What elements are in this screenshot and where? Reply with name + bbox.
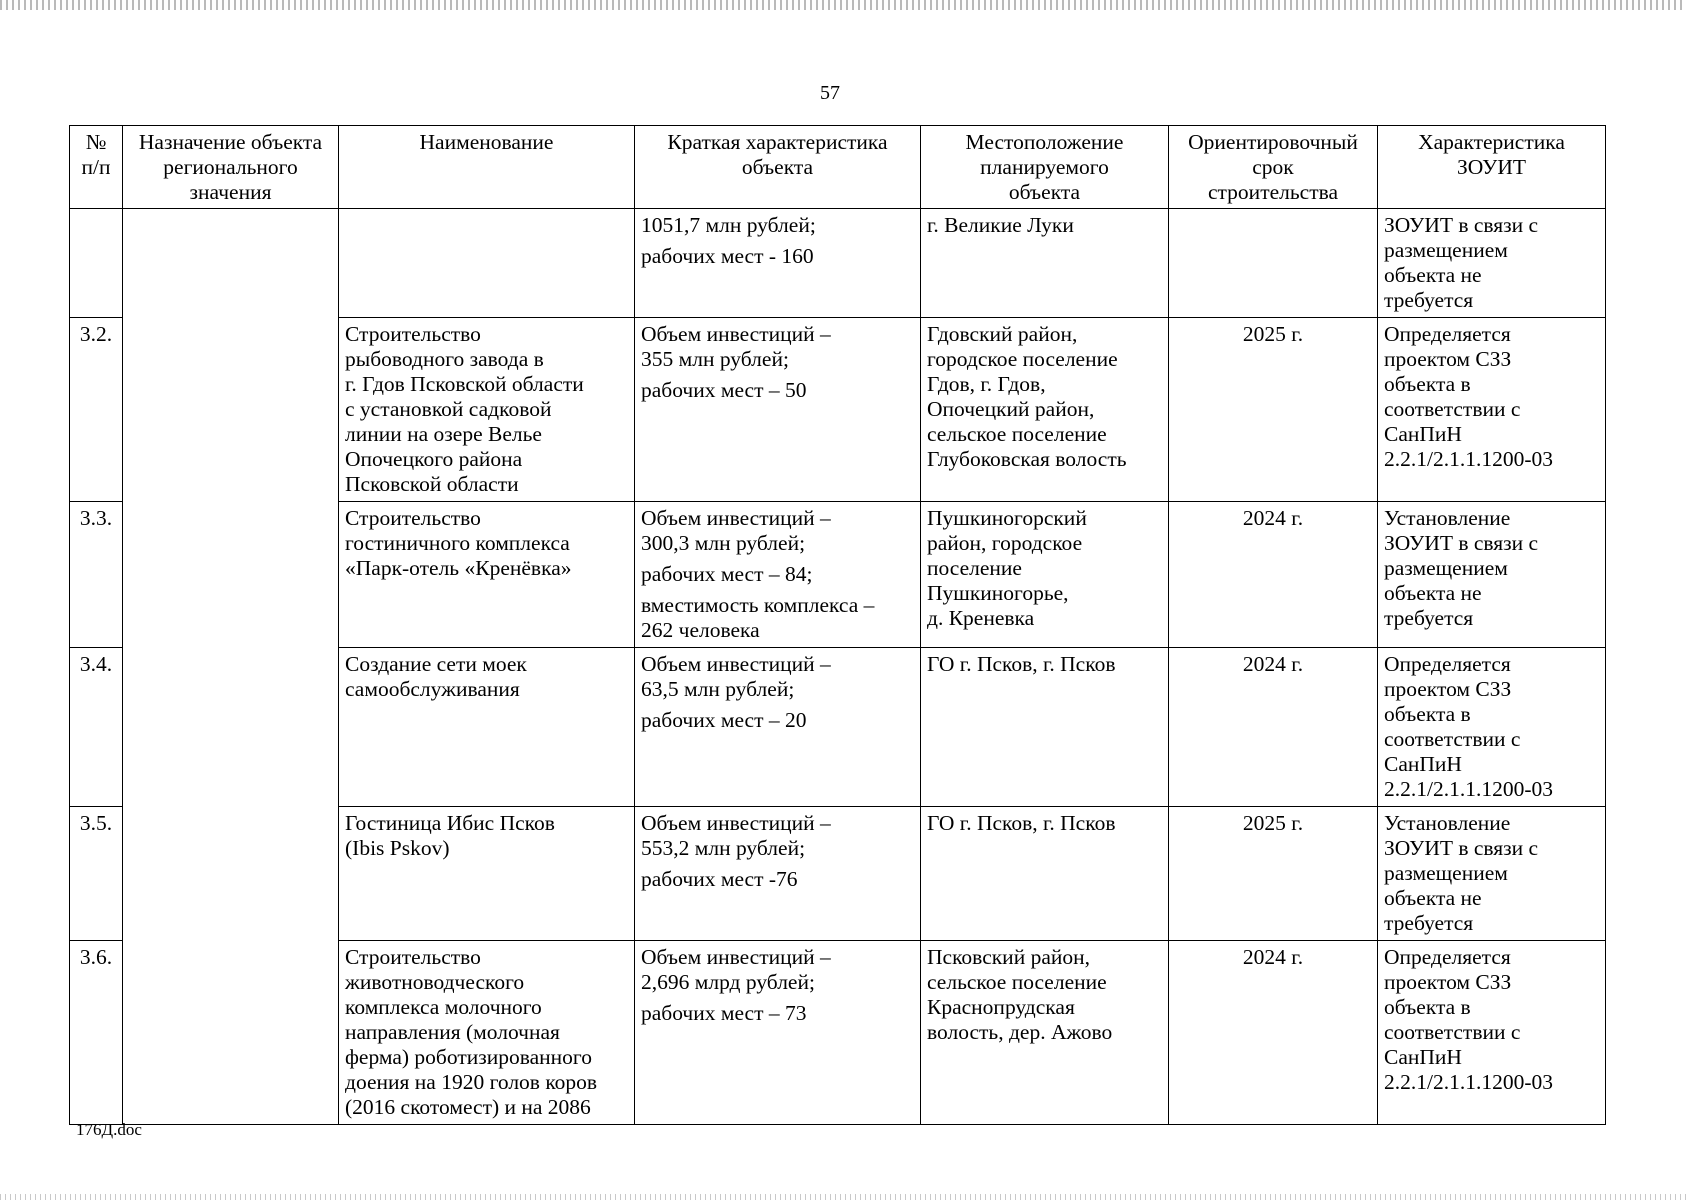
header-purpose: Назначение объекта регионального значения bbox=[123, 126, 339, 209]
characteristic-line: рабочих мест – 73 bbox=[641, 1001, 807, 1025]
header-location: Местоположение планируемого объекта bbox=[921, 126, 1169, 209]
object-characteristic bbox=[635, 209, 921, 318]
object-name: Строительство животноводческого комплекса молочного направления (молочная ферма) роботизированного доения на 1920 голов коров (2016 скотомест) и на 2086 bbox=[339, 941, 635, 1125]
characteristic-line: рабочих мест – 50 bbox=[641, 378, 807, 402]
row-number: 3.5. bbox=[70, 807, 123, 941]
object-name: Создание сети моек самообслуживания bbox=[339, 648, 635, 807]
scan-edge-bottom bbox=[0, 1194, 1686, 1200]
characteristic-line: 1051,7 млн рублей; bbox=[641, 213, 816, 237]
object-location: Пушкиногорский район, городское поселение Пушкиногорье, д. Креневка bbox=[921, 502, 1169, 648]
construction-year: 2024 г. bbox=[1169, 648, 1378, 807]
row-number: 3.6. bbox=[70, 941, 123, 1125]
object-location: Гдовский район, городское поселение Гдов, г. Гдов, Опочецкий район, сельское поселение Глубоковская волость bbox=[921, 318, 1169, 502]
object-location: г. Великие Луки bbox=[921, 209, 1169, 318]
zouit-characteristic: ЗОУИТ в связи с размещением объекта не требуется bbox=[1378, 209, 1606, 318]
scan-edge-top bbox=[0, 0, 1686, 10]
characteristic-line: Объем инвестиций – 553,2 млн рублей; bbox=[641, 811, 831, 860]
characteristic-line: Объем инвестиций – 63,5 млн рублей; bbox=[641, 652, 831, 701]
header-name: Наименование bbox=[339, 126, 635, 209]
characteristic-line: рабочих мест – 20 bbox=[641, 708, 807, 732]
table-row bbox=[70, 209, 1606, 318]
row-number: 3.3. bbox=[70, 502, 123, 648]
object-name: Строительство гостиничного комплекса «Парк-отель «Кренёвка» bbox=[339, 502, 635, 648]
header-characteristic: Краткая характеристика объекта bbox=[635, 126, 921, 209]
header-num: № п/п bbox=[70, 126, 123, 209]
characteristic-line: Объем инвестиций – 2,696 млрд рублей; bbox=[641, 945, 831, 994]
characteristic-line: вместимость комплекса – 262 человека bbox=[641, 593, 875, 642]
zouit-characteristic: Определяется проектом СЗЗ объекта в соответствии с СанПиН 2.2.1/2.1.1.1200-03 bbox=[1378, 318, 1606, 502]
characteristic-line: Объем инвестиций – 355 млн рублей; bbox=[641, 322, 831, 371]
row-number: 3.2. bbox=[70, 318, 123, 502]
construction-year: 2025 г. bbox=[1169, 807, 1378, 941]
object-name bbox=[339, 209, 635, 318]
zouit-characteristic: Установление ЗОУИТ в связи с размещением объекта не требуется bbox=[1378, 502, 1606, 648]
object-characteristic bbox=[635, 807, 921, 941]
header-construction-term: Ориентировочный срок строительства bbox=[1169, 126, 1378, 209]
zouit-characteristic: Определяется проектом СЗЗ объекта в соответствии с СанПиН 2.2.1/2.1.1.1200-03 bbox=[1378, 941, 1606, 1125]
characteristic-line: рабочих мест – 84; bbox=[641, 562, 813, 586]
row-number bbox=[70, 209, 123, 318]
zouit-characteristic: Определяется проектом СЗЗ объекта в соответствии с СанПиН 2.2.1/2.1.1.1200-03 bbox=[1378, 648, 1606, 807]
characteristic-line: рабочих мест - 160 bbox=[641, 244, 814, 268]
construction-year bbox=[1169, 209, 1378, 318]
row-number: 3.4. bbox=[70, 648, 123, 807]
characteristic-line: Объем инвестиций – 300,3 млн рублей; bbox=[641, 506, 831, 555]
object-name: Строительство рыбоводного завода в г. Гдов Псковской области с установкой садковой линии на озере Велье Опочецкого района Псковской области bbox=[339, 318, 635, 502]
regional-objects-table bbox=[69, 125, 1606, 1125]
object-location: ГО г. Псков, г. Псков bbox=[921, 648, 1169, 807]
object-name: Гостиница Ибис Псков (Ibis Pskov) bbox=[339, 807, 635, 941]
object-characteristic bbox=[635, 502, 921, 648]
zouit-characteristic: Установление ЗОУИТ в связи с размещением объекта не требуется bbox=[1378, 807, 1606, 941]
construction-year: 2025 г. bbox=[1169, 318, 1378, 502]
header-zouit: Характеристика ЗОУИТ bbox=[1378, 126, 1606, 209]
object-characteristic bbox=[635, 318, 921, 502]
object-characteristic bbox=[635, 941, 921, 1125]
document-filename: 176Д.doc bbox=[76, 1120, 142, 1139]
characteristic-line: рабочих мест -76 bbox=[641, 867, 798, 891]
purpose-cell-merged bbox=[123, 209, 339, 1125]
object-location: ГО г. Псков, г. Псков bbox=[921, 807, 1169, 941]
object-location: Псковский район, сельское поселение Краснопрудская волость, дер. Ажово bbox=[921, 941, 1169, 1125]
page-number: 57 bbox=[820, 82, 840, 104]
construction-year: 2024 г. bbox=[1169, 502, 1378, 648]
table-header-row bbox=[70, 126, 1606, 209]
object-characteristic bbox=[635, 648, 921, 807]
construction-year: 2024 г. bbox=[1169, 941, 1378, 1125]
